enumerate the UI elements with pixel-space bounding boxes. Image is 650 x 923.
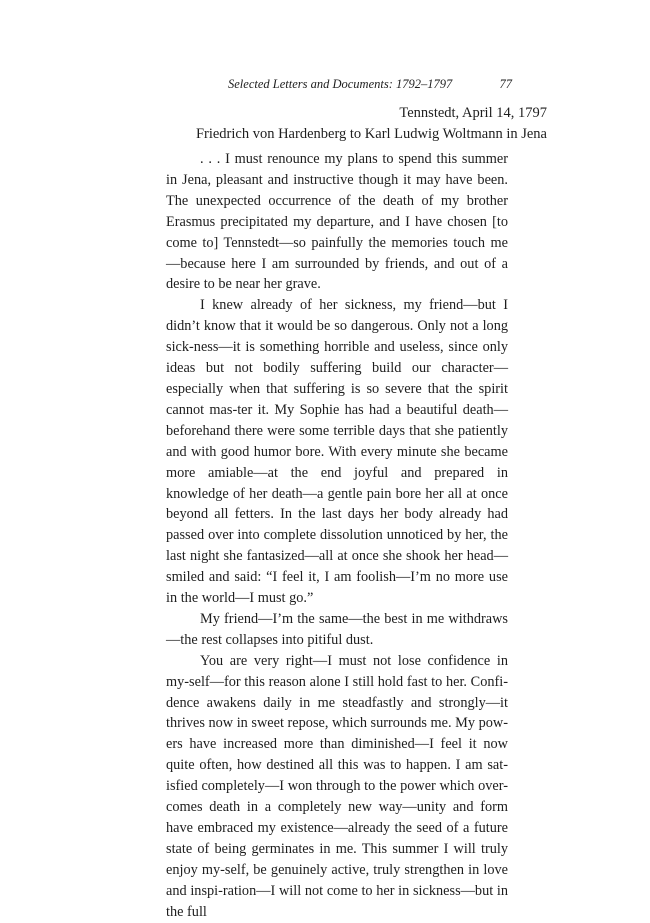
letter-addressee: Friedrich von Hardenberg to Karl Ludwig Woltmann in Jena: [195, 126, 547, 142]
paragraph: I knew already of her sickness, my friend—but I didn’t know that it would be so dangerous. Only not a long sick-ness—it is something horrible and useless, since only ideas but not bodily suffering build our character—especially when that suffering is so severe that the spirit cannot mas-ter it. My Sophie has had a beautiful death—beforehand there were some terrible days that she patiently and with good humor bore. With every minute she became more amiable—at the end joyful and prepared in knowledge of her death—a gentle pain bore her all at once beyond all fetters. In the last days her body already had passed over into complete dissolution unnoticed by her, the last night she fantasized—all at once she shook her head—smiled and said: “I feel it, I am foolish—I’m no more use in the world—I must go.”: [166, 297, 508, 607]
running-title: Selected Letters and Documents: 1792–1797: [228, 77, 453, 91]
letter-body: [166, 149, 508, 923]
paragraph: My friend—I’m the same—the best in me withdraws—the rest collapses into pitiful dust.: [166, 610, 508, 648]
letter-dateline: Tennstedt, April 14, 1797: [399, 105, 547, 121]
paragraph: You are very right—I must not lose confidence in my-self—for this reason alone I still hold fast to her. Confi-dence awakens daily in me steadfastly and strongly—it thrives now in sweet repose, which surrounds me. My pow-ers have increased more than diminished—I feel it now quite often, how destined all this was to happen. I am sat-isfied completely—I won through to the power which over-comes death in a completely new way—unity and form have embraced my existence—already the seed of a future state of being germinates in me. This summer I will truly enjoy my-self, be genuinely active, truly strengthen in love and inspi-ration—I will not come to her in sickness—but in the full: [166, 652, 508, 920]
page-number: 77: [499, 77, 512, 91]
paragraph: . . . I must renounce my plans to spend this summer in Jena, pleasant and instructive though it may have been. The unexpected occurrence of the death of my brother Erasmus precipitated my departure, and I have chosen [to come to] Tennstedt—so painfully the memories touch me—because here I am surrounded by friends, and out of a desire to be near her grave.: [166, 151, 508, 293]
